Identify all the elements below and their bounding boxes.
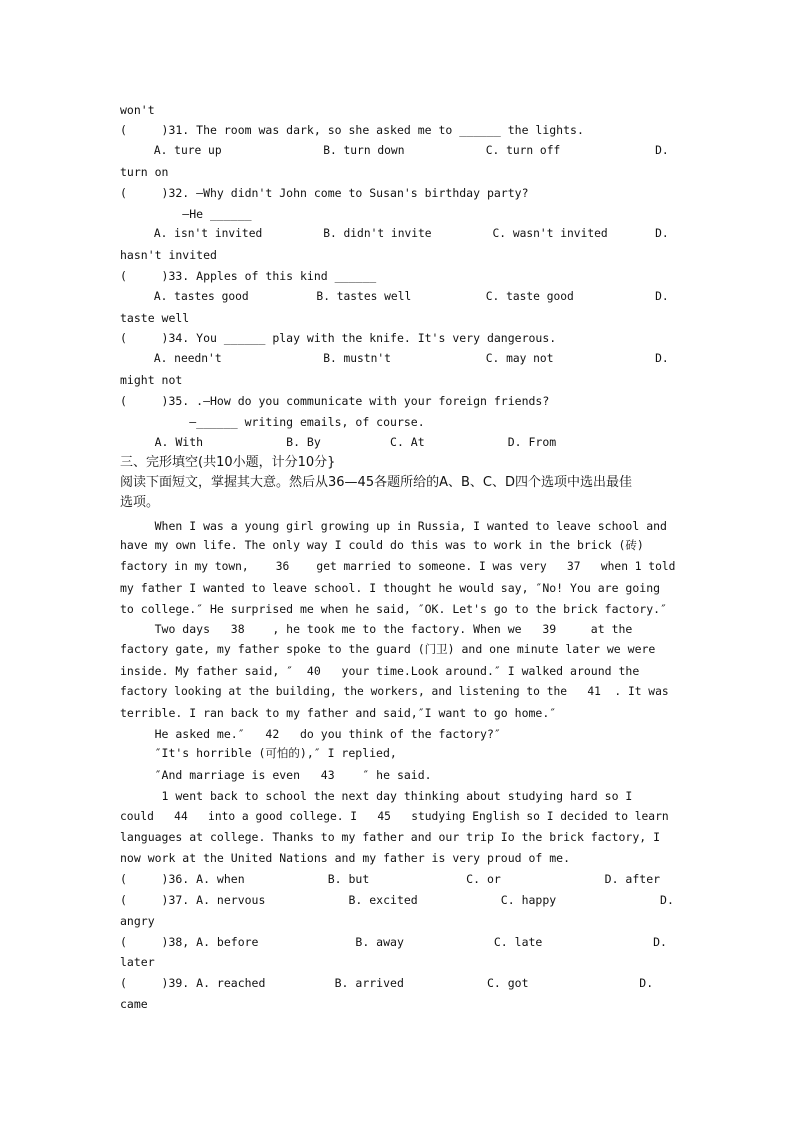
passage-line: now work at the United Nations and my father is very proud of me. [120, 851, 571, 865]
instructions-line-1: 阅读下面短文，掌握其大意。然后从36—45各题所给的A、B、C、D四个选项中选出最佳 [120, 475, 632, 490]
question-37: ( )37. A. nervous B. excited C. happy D. [120, 893, 674, 907]
question-32-options: A. isn't invited B. didn't invite C. wasn't invited D. [120, 227, 669, 240]
line-wont: won't [120, 103, 155, 117]
question-31-option-d: turn on [120, 165, 169, 179]
passage-line: my father I wanted to leave school. I thought he would say, ″No! You are going [120, 581, 661, 595]
question-33: ( )33. Apples of this kind ______ [120, 269, 377, 283]
question-32: ( )32. —Why didn't John come to Susan's birthday party? [120, 186, 529, 200]
question-35-options: A. With B. By C. At D. From [120, 435, 557, 449]
passage-line: ″It's horrible (可怕的),″ I replied, [120, 746, 397, 760]
question-38-option-d: later [120, 955, 155, 969]
passage-line: factory in my town, 36 get married to someone. I was very 37 when 1 told [120, 560, 675, 573]
passage-line: factory looking at the building, the workers, and listening to the 41 . It was [120, 685, 669, 698]
question-31-options: A. ture up B. turn down C. turn off D. [120, 144, 669, 157]
passage-line: When I was a young girl growing up in Russia, I wanted to leave school and [120, 519, 667, 533]
question-39-option-d: came [120, 997, 148, 1011]
passage-line: languages at college. Thanks to my father and our trip Io the brick factory, I [120, 830, 661, 844]
question-39: ( )39. A. reached B. arrived C. got D. [120, 976, 654, 990]
passage-line: He asked me.″ 42 do you think of the factory?″ [120, 727, 501, 741]
question-34-option-d: might not [120, 373, 183, 387]
question-33-options: A. tastes good B. tastes well C. taste good D. [120, 290, 669, 303]
passage-line: factory gate, my father spoke to the guard (门卫) and one minute later we were [120, 642, 656, 656]
question-35-answer: —______ writing emails, of course. [120, 415, 425, 429]
question-32-answer: —He ______ [120, 207, 252, 221]
passage-line: could 44 into a good college. I 45 studying English so I decided to learn [120, 810, 669, 823]
question-35: ( )35. .—How do you communicate with your foreign friends? [120, 394, 550, 408]
question-32-option-d: hasn't invited [120, 248, 217, 262]
passage-line: to college.″ He surprised me when he said, ″OK. Let's go to the brick factory.″ [120, 602, 667, 616]
passage-line: inside. My father said, ″ 40 your time.Look around.″ I walked around the [120, 664, 640, 678]
question-34: ( )34. You ______ play with the knife. It's very dangerous. [120, 331, 557, 345]
question-37-option-d: angry [120, 914, 155, 928]
question-34-options: A. needn't B. mustn't C. may not D. [120, 352, 669, 365]
passage-line: ″And marriage is even 43 ″ he said. [120, 768, 432, 782]
question-38: ( )38, A. before B. away C. late D. [120, 935, 667, 949]
passage-line: have my own life. The only way I could do this was to work in the brick (砖) [120, 538, 644, 552]
question-33-option-d: taste well [120, 311, 190, 325]
passage-line: Two days 38 , he took me to the factory. When we 39 at the [120, 622, 633, 636]
question-31: ( )31. The room was dark, so she asked me to ______ the lights. [120, 123, 584, 137]
instructions-line-2: 选项。 [120, 495, 160, 510]
passage-line: terrible. I ran back to my father and said,″I want to go home.″ [120, 706, 557, 720]
passage-line: 1 went back to school the next day thinking about studying hard so I [120, 789, 633, 803]
section-title: 三、完形填空(共10小题，计分10分} [120, 455, 336, 470]
question-36: ( )36. A. when B. but C. or D. after [120, 872, 661, 886]
